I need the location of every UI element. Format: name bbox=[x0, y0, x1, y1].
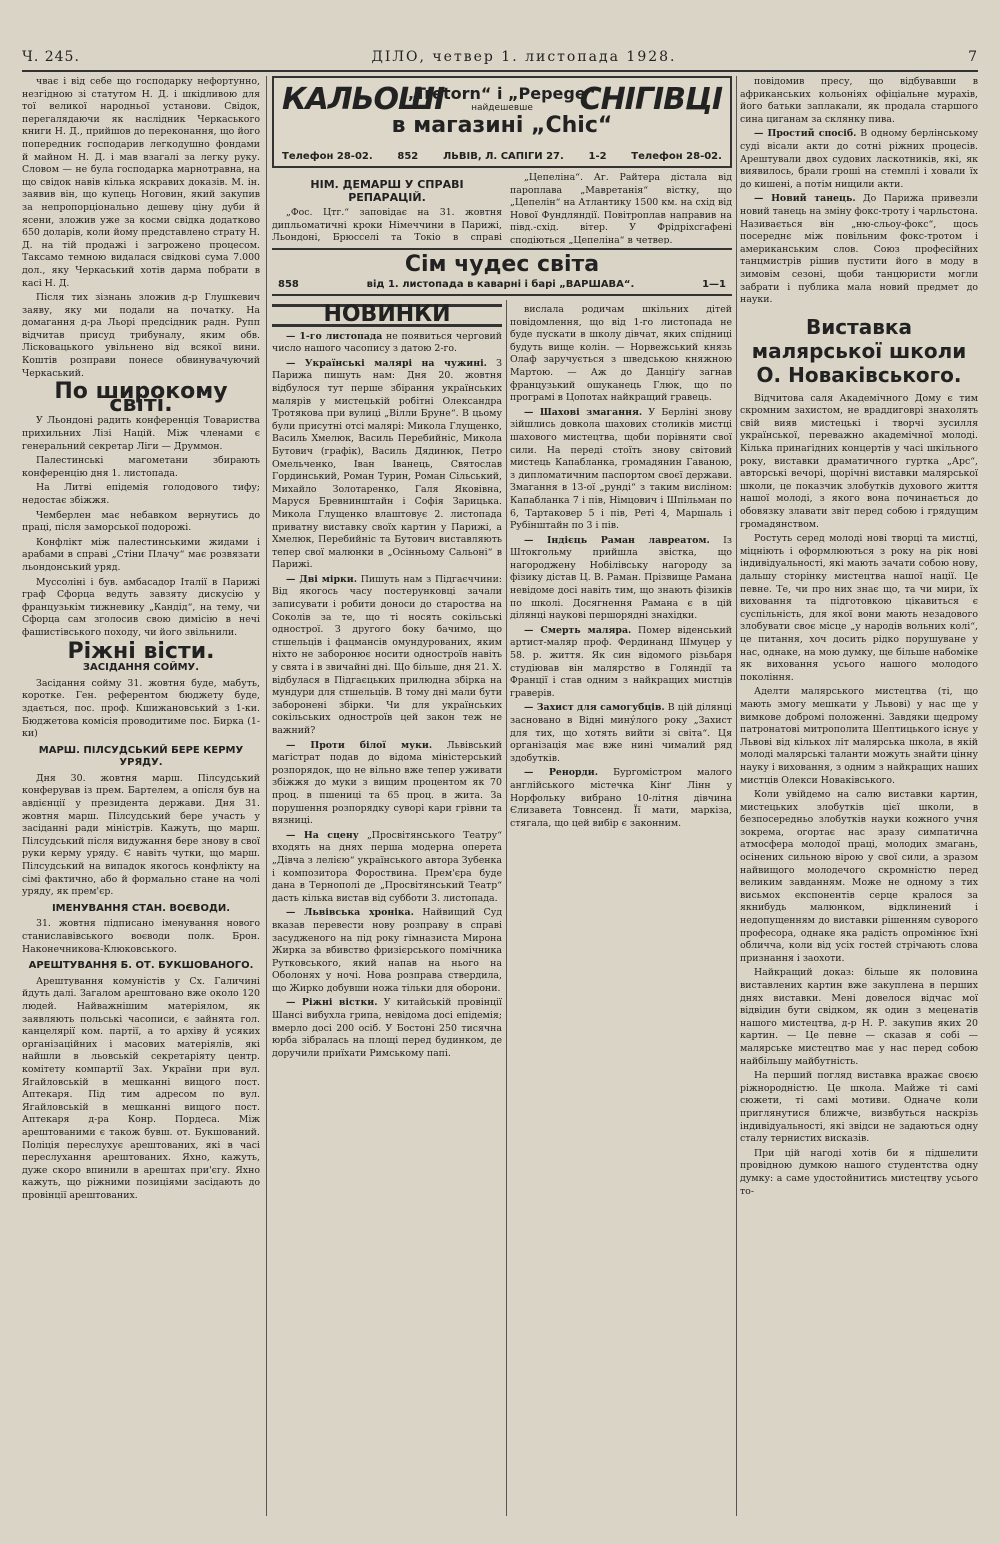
news-item-lead: — Новий танець. bbox=[754, 193, 856, 205]
news-item bbox=[510, 407, 732, 533]
news-item-lead: — Ренорди. bbox=[524, 767, 598, 779]
news-item-text: У китайській провінції Шансі вибухла грипа, невідома досі епідемія; вмерло досі 200 осіб. У Бостоні 250 тисячна юрба зібралась на площі перед будинком, де доручили приїхати Римському папі. bbox=[272, 997, 502, 1059]
column-2-lower bbox=[272, 304, 502, 1516]
sejm-text: Засідання сойму 31. жовтня буде, мабуть, коротке. Ген. референтом бюджету буде, здається, пос. проф. Кшижановський з 1-ки. Бюджетова комісія проводитиме пос. Бирка (1-ки) bbox=[22, 677, 260, 740]
news-item-text: не появиться черговий число нашого часопису з датою 2-го. bbox=[272, 330, 502, 355]
news-item bbox=[740, 128, 978, 191]
ad2-line bbox=[278, 279, 726, 290]
reparations-text: „Фос. Цтг.“ заповідає на 31. жовтня дипльоматичні кроки Німеччини в Парижі, Льондоні, Брюсселі та Токіо в справі bbox=[272, 207, 502, 244]
subhead-pilsudski: МАРШ. ПІЛСУДСЬКИЙ БЕРЕ КЕРМУ УРЯДУ. bbox=[38, 744, 244, 769]
voivode-text: 31. жовтня підписано іменування нового станиславівського воєводи полк. Брон. Наконечникова-Клюковського. bbox=[22, 918, 260, 955]
news-item bbox=[740, 193, 978, 306]
section-title-news: НОВИНКИ bbox=[272, 304, 502, 327]
arrest-text: Арештування комуністів у Сх. Галичині йдуть далі. Загалом арештовано вже около 120 людей. Найважнішим матеріялом, як заявляють польські часописи, є зайнята гол. канцелярії ком. партії, а то архіву й усяких організаційних і масових матеріялів, які найшли в льовській секретаріяту центр. комітету компартії Зах. України при вул. Ягайловській в мешканні вищого пост. Аптекаря. Під тим адресом по вул. Ягайловській в мешканні вищого пост. Аптекаря д-ра Конр. Пордеса. Між арештованими є також бувш. от. Букшований. Поліція переслухує арештованих, які в часі переслухання арештованих. Яхно, кажуть, дуже скоро впинили в арештах при'єгу. Яхно кажуть, що ріжними позиціями засідають до провінції арештованих. bbox=[22, 975, 260, 1201]
subhead-voivode: ІМЕНУВАННЯ СТАН. ВОЄВОДИ. bbox=[51, 902, 231, 914]
exhibition-para: Найкращий доказ: більше як половина виставлених картин вже закуплена в перших днях виставки. Мені довелося відчас мої відвідин бути свідком, як один з меценатів нашого мистецтва, д-р Н. Р. закупив яких 20 картин. — Це певне — сказав я собі — малярське мистецтво має у нас перед собою найбільшу майбутність. bbox=[740, 967, 978, 1067]
world-para: На Литві епідемія голодового тифу; недостає збіжжя. bbox=[22, 482, 260, 506]
column-4 bbox=[740, 76, 978, 1516]
news-item-text: У Берліні знову зійшлись довкола шахових столиків мистці шахового мистецтва, щоби порівняти свої сили. На переді стоїть знову світовий мистець Капабланка, громадянин Гаваною, з дипломатичним паспортом своєї держави. Змагання в 13-ої „рунді“ з таким висліном: Капабланка 7 і пів, Німцович і Шпільман по 6, Тартаковер 5 і пів, Реті 4, Маршаль і Рубінштайн по 3 і пів. bbox=[510, 406, 732, 532]
news-item-text: вислала родичам шкільних дітей повідомлення, що від 1-го листопада не буде пускати в школу дівчат, яких спідниці будуть вище колін. — Норвежський князь Олаф заручується з шведською княжною Мартою. — Аж до Данціґу загнав французький ошуканець Глюк, що по програмі в Цопотах найкращий гравець. bbox=[510, 304, 732, 404]
subhead-arrest: АРЕШТУВАННЯ Б. ОТ. БУКШОВАНОГО. bbox=[28, 960, 254, 972]
news-item-text: Помер віденський артист-маляр проф. Фердинанд Шмуцер у 58. р. життя. Як син відомого різьбаря студіював він малярство в Голяндії та Франції і став одним з найкращих мистців граверів. bbox=[510, 624, 732, 699]
world-para: Чемберлен має небавком вернутись до праці, після заморської подорожі. bbox=[22, 509, 260, 534]
ad-right-word: СНІГІВЦІ bbox=[579, 82, 722, 117]
issue-number: Ч. 245. bbox=[22, 49, 80, 65]
news-item-lead: — 1-го листопада bbox=[286, 330, 383, 342]
section-title-misc-news: Ріжні вісти. bbox=[67, 638, 215, 664]
zeppelin-continued: „Цепеліна“. Аг. Райтера дістала від пароплава „Мавретанія“ вістку, що „Цепелін“ на Атлантику 1500 км. на схід від Нової Фундляндії. Повітроплав направив на півд.-схід. вітер. У Фрідріхсгафені сподіються „Цепеліна“ в четвер. bbox=[510, 172, 732, 244]
world-para: Муссоліні і був. амбасадор Італії в Парижі граф Сфорца ведуть завзяту дискусію у французькім тижневику „Кандід“, на тему, чи Сфорца сам зголосив свою димісію в нечі фашистівського походу, чи його звільнили. bbox=[22, 576, 260, 638]
exhibition-para: Ростуть серед молоді нові творці та мистці, міцніють і оформлюються з року на рік нові індивідуальності, які мають зачати собою нову, дальшу сторінку мистецтва нашої нації. Це певне. Те, чи про них знає що, та чи мири, їх виховання та підготовкою цікавиться є суспільність, для якої вони мають незадового злобувати своє місце „у народів вольних колі“, це питання, хоч досить рідко порушуване у нас, однаке, на мою думку, ще більше набоміке як виховання усього нашого молодого покоління. bbox=[740, 533, 978, 683]
headline-reparations: НІМ. ДЕМАРШ У СПРАВІ РЕПАРАЦІЙ. bbox=[310, 178, 464, 204]
ad-range: 1-2 bbox=[588, 151, 607, 162]
news-item-text: Пишуть нам з Підгаєччини: Від якогось часу постерунковці зачали записувати і робити доноси до староства на Соколів за те, що ті носять сокільські однострої. З другого боку бачимо, що стшельців і фацмансів омундурованих, яким ніхто не заборонює носити одностроїв навіть у свята і в звичайні дні. Що більше, дня 21. Х. відбулася в Підгаєцьких прилюдна збірка на мундури для стшельців. В тому дні мали бути заборонені збірки. Чи для українських сокільських одностроїв цей закон теж не важний? bbox=[272, 573, 502, 736]
news-item-text: Із Штокгольму прийшла звістка, що нагороджену Нобілівську нагороду за фізику дістав Ц. В. Раман. Прізвище Рамана невідоме досі навіть тим, що знають фізиків по школі. Досягнення Рамана є в цій ділянці наукові першорядні знахідки. bbox=[510, 534, 732, 622]
news-item bbox=[272, 907, 502, 995]
col4-intro: повідомив пресу, що відбувавши в африканських кольоніях офіціальне мурахів, його батьки заплакали, як продала старшого сина циганам за склянку пива. bbox=[740, 76, 978, 125]
news-item-lead: — Ріжні вістки. bbox=[286, 997, 378, 1009]
masthead bbox=[22, 44, 978, 72]
exhibition-para: Аделти малярського мистецтва (ті, що мають змогу мешкати у Львові) у нас ще у вимкове добромі положенні. Завдяки щедрому патронатові митрополита Шептицького існує у Львові від кількох літ малярська школа, в якій молоді малярські таланти можуть знайти цінну науку і виховання, з одним з найкращих наших мистців Олекси Новаківського. bbox=[740, 686, 978, 786]
newspaper-dateline: ДІЛО, четвер 1. листопада 1928. bbox=[371, 49, 677, 65]
ad2-range: 1—1 bbox=[702, 279, 726, 290]
news-item-lead: — Дві мірки. bbox=[286, 573, 357, 585]
news-item-text: Львівський магістрат подав до відома міністерський розпорядок, що не вільно вже тепер уживати збіжжя до муки з вищим процентом як 70 проц. в пшениці та 65 проц. в жита. За порушення розпорядку суворі кари грівни та вязниці. bbox=[272, 739, 502, 827]
ad-store-name: в магазині „Chic“ bbox=[391, 113, 613, 138]
ad2-subtitle: від 1. листопада в каварні і барі „ВАРШАВА“. bbox=[366, 279, 635, 290]
ad-address: ЛЬВІВ, Л. САПІГИ 27. bbox=[442, 151, 564, 162]
col1-intro-2: Після тих зізнань зложив д-р Глушкевич заяву, яку ми подали на початку. На домагання д-ра Льорі предсідник радн. Рупп відчитав присуд трибуналу, яким обв. Лісковацького увільнено від всякої вини. Коштів розправи понесе обвинувачуючий Черкаський. bbox=[22, 292, 260, 379]
ad-left-word: КАЛЬОШІ bbox=[282, 82, 445, 117]
ad-center bbox=[389, 84, 615, 138]
news-item bbox=[272, 740, 502, 828]
news-item bbox=[272, 331, 502, 356]
world-para: Конфлікт між палестинськими жидами і арабами в справі „Стіни Плачу“ має розвязати льондонський уряд. bbox=[22, 536, 260, 573]
page-number: 7 bbox=[968, 49, 978, 65]
exhibition-para: Відчитова саля Академічного Дому є тим скромним захистом, не враддиговрі знахолять свій вияв мистецькі і творчі зусилля української, переважно академічної молоді. Кілька принагідних концертів у часі шкільного року, виставки драматичного гуртка „Арс“, авторські вечорі, щорічні виставки малярської школи, це показчик злобутків духового життя нашої молоді, з якого вона починається до обовязку злавати звіт перед собою і грядущим громадянством. bbox=[740, 392, 978, 530]
ad2-title: Сім чудес світа bbox=[404, 252, 600, 277]
news-item bbox=[272, 997, 502, 1060]
col1-intro-1: чває і від себе що господарку нефортунно, незгідною зі статутом Н. Д. і шкідливою для тої великої народньої установи. Свідок, перегалядаючи як наслідник Черкаського книги Н. Д., прийшов до переконання, що його попередник господарив легкодушно фондами й майном Н. Д. і мав взагалі за легку руку. Словом — не була господарка марнотравна, на що свідок навів кілька яскравих доказів. М. ін. заявив він, що купець Ноговин, який закупив за непропорціонально дешеву ціну дуби й ясени, зложив уже за косми свідка додатково 650 доларів, коли йому представлено страту Н. Д. на тій продажі і загрожено процесом. Таксамо темною видалася свідкові сума 7.000 дол., яку Черкаський хотів дарма побрати в касі Н. Д. bbox=[22, 76, 260, 289]
news-item bbox=[510, 767, 732, 830]
ad-phone-right: Телефон 28-02. bbox=[631, 151, 722, 162]
news-item-lead: — Шахові змагання. bbox=[524, 406, 643, 418]
ad-footer bbox=[282, 151, 722, 162]
ad-code: 852 bbox=[397, 151, 419, 162]
news-item-lead: — Проти білої муки. bbox=[286, 739, 433, 751]
article-title-exhibition: Виставка малярської школи О. Новаківського. bbox=[751, 314, 967, 387]
column-3-lower bbox=[510, 304, 732, 1516]
ad-phone-left: Телефон 28-02. bbox=[282, 151, 373, 162]
news-item-text: В одному берлінському суді вісали акти до сотні ріжних процесів. Арештували двох судових ласкотників, які, як виявилось, брали гроші на стемплі і ховали їх до кишені, а потім нищили акти. bbox=[740, 128, 978, 190]
news-item-text: До Парижа привезли новий танець на зміну фокс-троту і чарльстона. Називається він „ню-сльоу-фокс“, щось посереднє між повільним фокс-тротом і американським слов. Союз професійних танцмистрів рішив пустити його в моду в зимовім сезоні, щоби танцюристи могли забрати і публика мала новий предмет до науки. bbox=[740, 193, 978, 306]
ad-brands: „Tretorn“ і „Pepege“ bbox=[407, 84, 597, 103]
news-item bbox=[510, 304, 732, 405]
exhibition-para: На перший погляд виставка вражає своєю ріжнородністю. Це школа. Майже ті самі сюжети, ті самі мотиви. Одначе коли приглянутися ближче, визвбуться наскрізь індивідуальності, які звідси не задаються одну сталу тернистих висказів. bbox=[740, 1070, 978, 1145]
news-item-text: Бургомістром малого англійського містечка Кінґ Лінн у Норфольку вибрано 10-літня дівчина Єлизавета Товнсенд. Її мати, маркіза, стягала, що цей вибір є законним. bbox=[510, 767, 732, 829]
news-item bbox=[510, 702, 732, 765]
news-item bbox=[272, 358, 502, 572]
column-rule-2 bbox=[506, 300, 507, 1516]
column-1 bbox=[22, 76, 260, 1516]
news-item bbox=[272, 830, 502, 906]
news-item-lead: — Львівська хроніка. bbox=[286, 907, 414, 919]
news-item bbox=[272, 574, 502, 738]
news-item-lead: — Індієць Раман лавреатом. bbox=[524, 534, 710, 546]
world-para: Палестинські магометани збирають конференцію дня 1. листопада. bbox=[22, 455, 260, 479]
news-item-text: В цій ділянці засновано в Відні мину́лого року „Захист для тих, що хотять вийти зі світа“. Ця організація має вже нині чималий ряд здобутків. bbox=[510, 702, 732, 764]
exhibition-para: Коли увійдемо на салю виставки картин, мистецьких злобутків цієї школи, в безпосередньо злобутків науки кожного учня зокрема, огортає нас зразу симпатична атмосфера молодої праці, молодих змагань, осінених сильною вірою у свої сили, а зразом найвищого молодечого скромністю перед великим завданням. Може не одному з тих висьмох експонентів серце кралося за якнибудь малюнком, відклинений і недопущенням до виставки рішенням суворого професора, однаке яка радість опромінює їхні обличча, коли від усіх гостей стрічають слова признання і заохоти. bbox=[740, 789, 978, 964]
news-item-lead: — Смерть маляра. bbox=[524, 624, 632, 636]
news-item bbox=[510, 535, 732, 623]
news-item-lead: — Простий спосіб. bbox=[754, 128, 857, 140]
section-title-world: По широкому світі. bbox=[54, 379, 228, 417]
ad-cheapest: найдешевше bbox=[471, 103, 533, 113]
column-rule-3 bbox=[736, 76, 737, 1516]
column-3-upper bbox=[510, 172, 732, 244]
world-para: У Льондоні радить конференція Товариства прихильних Лізі Націй. Між членами є генеральний секретар Ліги — Друммон. bbox=[22, 415, 260, 452]
ad2-code: 858 bbox=[278, 279, 299, 290]
news-item-lead: — Українські малярі на чужині. bbox=[286, 357, 487, 369]
column-rule-1 bbox=[266, 76, 267, 1516]
news-item-lead: — На сцену bbox=[286, 829, 359, 841]
news-item bbox=[510, 625, 732, 701]
subhead-sejm: ЗАСІДАННЯ СОЙМУ. bbox=[82, 662, 200, 674]
galoshes-advertisement bbox=[272, 76, 732, 168]
exhibition-para: При цій нагоді хотів би я підшелити провідною думкою нашого студентства одну думку: а саме удостойнитись мистецтву усього то- bbox=[740, 1147, 978, 1197]
seven-wonders-advertisement bbox=[272, 248, 732, 296]
news-item-lead: — Захист для самогубців. bbox=[524, 702, 665, 714]
column-2-upper bbox=[272, 172, 502, 244]
news-item-text: Найвищий Суд вказав перевести нову розправу в справі засудженого на під року гімназиста Мирона Жирка за вбивство фризієрського помічника Рутковського, який напав на нього на Оболонях у ночі. Нова розправа ствердила, що Жирко добувши ножа тільки для оборони. bbox=[272, 907, 502, 994]
news-item-text: „Просвітянського Театру“ входять на днях перша модерна оперета „Дівча з лелією“ українського автора Зубенка і композитора Фороствина. Прем'єра буде дана в Тернополі де „Просвітянський Театр“ дасть кілька вистав від субботи 3. листопада. bbox=[272, 829, 502, 904]
news-item-text: З Парижа пишуть нам: Дня 20. жовтня відбулося тут перше збірання українських малярів у мистецькій робітні Олександра Тротякова при вулиці „Вілли Бруне“. В цьому були присутні отсі малярі: Микола Глущенко, Василь Хмелюк, Василь Перебийніс, Микола Бутович (графік), Василь Дядинюк, Петро Омельченко, Іван Іванець, Святослав Гординський, Роман Турин, Роман Сільський, Михайло Золотаренко, Галя Яковівна, Маруся Бревнинштайн і Софія Зарицька. Микола Глущенко влаштовує 2. листопада приватну виставку своїх картин у Парижі, а Хмелюк, Перебийніс та Бутович виставляють тепер свої малюнки в „Осінньому Сальоні“ в Парижі. bbox=[272, 357, 502, 571]
pilsudski-text: Дня 30. жовтня марш. Пілсудський конферував із прем. Бартелем, а опісля був на авдієнції у президента держави. Дня 31. жовтня марш. Пілсудський бере участь у засіданні ради міністрів. Кажуть, що марш. Пілсудський після видужання бере знову в свої руки керму уряду. Є навіть чутки, що марш. Пілсудський на випадок якогось конфлікту на сімі фактично, або й формально стане на чолі уряду, як прем'єр. bbox=[22, 772, 260, 898]
